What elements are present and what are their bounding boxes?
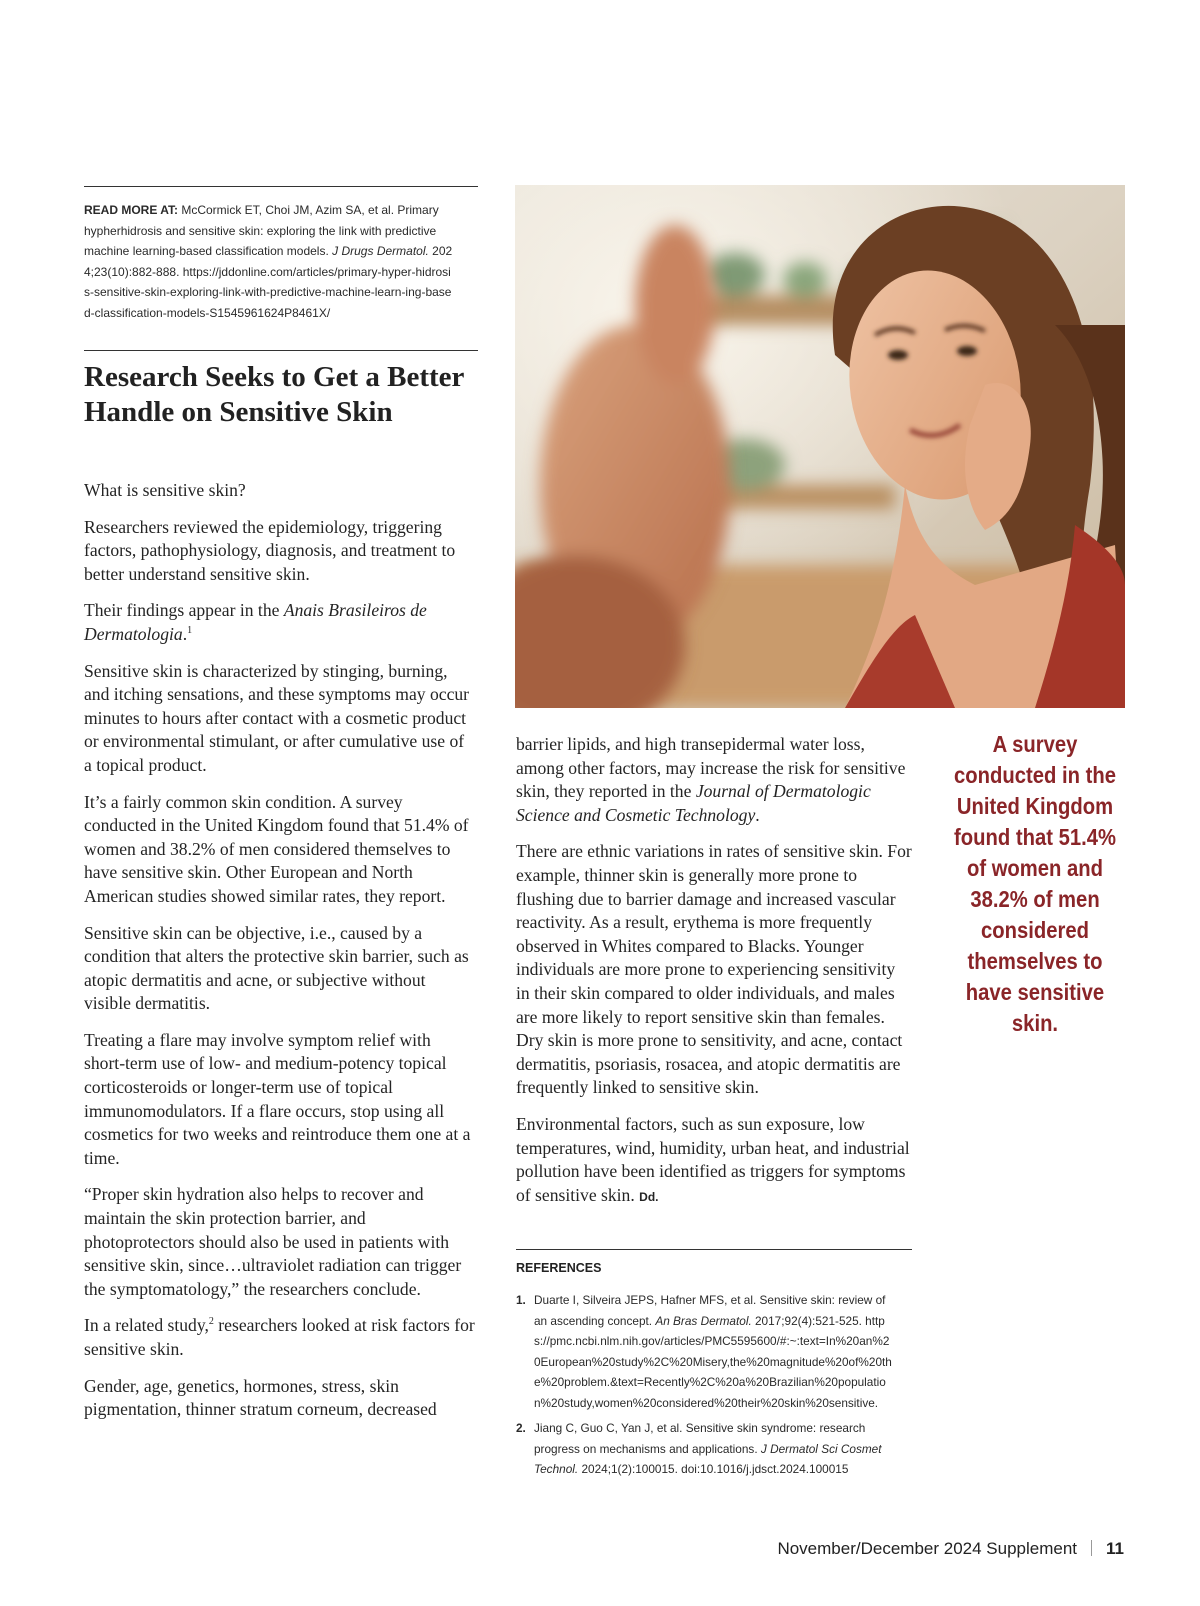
read-more-citation [84,200,456,323]
paragraph: What is sensitive skin? [84,480,246,500]
journal-name: Anais Brasileiros de Dermatologia [84,600,427,644]
reference-item [516,1418,896,1488]
journal-name: Journal of Dermatologic Science and Cosmetic Technology [516,781,871,825]
reference-journal: An Bras Dermatol. [655,1313,752,1328]
references-title: REFERENCES [516,1261,602,1275]
reference-number: 1. [516,1293,526,1307]
article-column-1 [84,479,476,1435]
reference-authors: Jiang C, Guo C, Yan J, et al. Sensitive skin syndrome: research progress on mechanisms and applications. [534,1421,866,1456]
paragraph-text: . [755,804,760,825]
references-rule [516,1249,912,1250]
paragraph-text: In a related study, [84,1315,209,1336]
footer-divider [1091,1540,1092,1556]
paragraph: Gender, age, genetics, hormones, stress, skin pigmentation, thinner stratum corneum, decreased [84,1375,437,1420]
issue-label: November/December 2024 Supplement [777,1539,1078,1558]
read-more-details: 2024;23(10):882-888. https://jddonline.com/articles/primary-hyper-hidrosis-sensitive-skin-exploring-link-with-predictive-machine-learn-ing-based-classification-models-S1545961624P8461X/ [84,244,453,320]
citation-superscript: 2 [208,1316,214,1328]
paragraph: Sensitive skin is characterized by stinging, burning, and itching sensations, and these symptoms may occur minutes to hours after contact with a cosmetic product or environmental stimulant, or after cumulative use of a topical product. [84,660,470,775]
article-column-2 [516,733,912,1222]
woman-mirror-photo [515,185,1125,708]
citation-superscript: 1 [187,625,193,637]
read-more-label: READ MORE AT: [84,203,178,217]
reference-text [534,1418,894,1480]
paragraph-text: . [182,623,188,644]
pull-quote: A survey conducted in the United Kingdom found that 51.4% of women and 38.2% of men considered themselves to have sensitive skin. [954,731,1116,1036]
reference-text [534,1290,894,1413]
paragraph: It’s a fairly common skin condition. A survey conducted in the United Kingdom found that 51.4% of women and 38.2% of men considered themselves to have sensitive skin. Other European and North American studies showed similar rates, they report. [84,791,469,906]
end-mark: Dd. [639,1189,659,1204]
paragraph [84,516,476,587]
reference-journal: J Dermatol Sci Cosmet Technol. [534,1441,882,1476]
paragraph-text: Their findings appear in the [84,600,284,621]
paragraph [516,733,912,827]
paragraph-text: Researchers reviewed the epidemiology, triggering factors, pathophysiology, diagnosis, and treatment to better understand sensitive skin. [84,516,456,584]
read-more-authors: McCormick ET, Choi JM, Azim SA, et al. Primary hypherhidrosis and sensitive skin: exploring the link with predictive machine learning-based classification models. [84,203,439,258]
reference-details: 2024;1(2):100015. doi:10.1016/j.jdsct.2024.100015 [578,1462,849,1476]
read-more-journal: J Drugs Dermatol. [332,244,429,258]
paragraph [516,1113,912,1209]
top-rule-left [84,186,478,187]
paragraph [84,1314,476,1361]
paragraph: Treating a flare may involve symptom relief with short-term use of low- and medium-potency topical corticosteroids or longer-term use of topical immunomodulators. If a flare occurs, stop using all cosmetics for two weeks and reintroduce them one at a time. [84,1029,471,1168]
paragraph-text: researchers looked at risk factors for sensitive skin. [84,1315,475,1359]
reference-details: 2017;92(4):521-525. https://pmc.ncbi.nlm.nih.gov/articles/PMC5595600/#:~:text=In%20an%20European%20study%2C%20Misery,the%20magnitude%20of%20the%20problem.&text=Recently%2C%20a%20Brazilian%20population%20study,women%20considered%20their%20skin%20sensitive. [534,1313,892,1410]
paragraph: There are ethnic variations in rates of sensitive skin. For example, thinner skin is generally more prone to flushing due to barrier damage and increased vascular reactivity. As a result, erythema is more frequently observed in Whites compared to Blacks. Younger individuals are more prone to experiencing sensitivity in their skin compared to older individuals, and males are more likely to report sensitive skin than females. Dry skin is more prone to sensitivity, and acne, contact dermatitis, psoriasis, rosacea, and atopic dermatitis are frequently linked to sensitive skin. [516,841,912,1098]
paragraph-text: Environmental factors, such as sun exposure, low temperatures, wind, humidity, urban heat, and industrial pollution have been identified as triggers for symptoms of sensitive skin. [516,1113,910,1205]
paragraph: “Proper skin hydration also helps to recover and maintain the skin protection barrier, and photoprotectors should also be used in patients with sensitive skin, since…ultraviolet radiation can trigger the symptomatology,” the researchers conclude. [84,1184,462,1299]
paragraph: Sensitive skin can be objective, i.e., caused by a condition that alters the protective skin barrier, such as atopic dermatitis and acne, or subjective without visible dermatitis. [84,922,469,1014]
paragraph-text: barrier lipids, and high transepidermal water loss, among other factors, may increase the risk for sensitive skin, they reported in the [516,734,906,802]
page-number: 11 [1106,1539,1124,1558]
section-rule [84,350,478,351]
reference-number: 2. [516,1421,526,1435]
article-headline: Research Seeks to Get a Better Handle on Sensitive Skin [84,361,464,428]
paragraph [84,599,476,646]
reference-authors: Duarte I, Silveira JEPS, Hafner MFS, et al. Sensitive skin: review of an ascending concept. [534,1293,886,1328]
page-footer [777,1539,1124,1559]
reference-item [516,1290,896,1410]
